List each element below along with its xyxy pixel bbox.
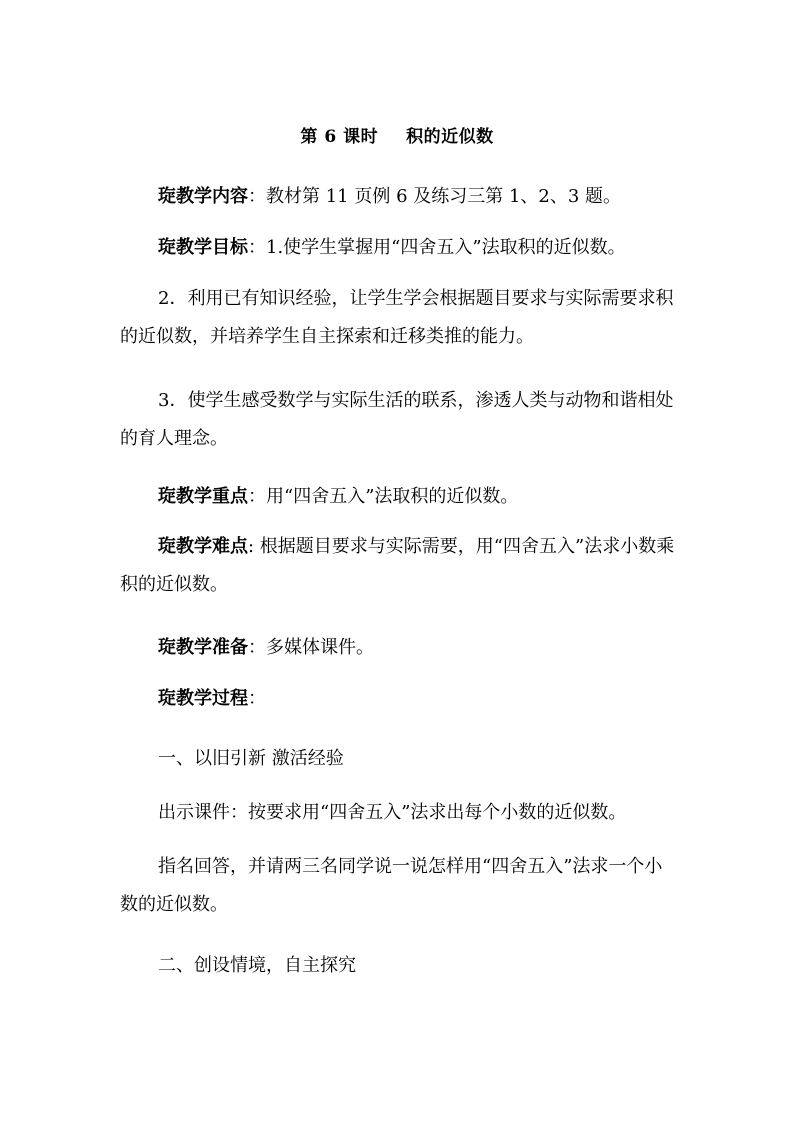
section-heading-1: 一、以旧引新 激活经验 (158, 748, 344, 769)
teaching-difficulty (120, 528, 676, 604)
teaching-difficulty-label: 琁教学难点 (158, 536, 248, 557)
teaching-content-label: 琁教学内容 (158, 186, 248, 207)
teaching-content (120, 178, 676, 216)
teaching-goal-3: 3．使学生感受数学与实际生活的联系，渗透人类与动物和谐相处的育人理念。 (120, 390, 674, 449)
teaching-process (120, 680, 676, 718)
teaching-preparation (120, 629, 676, 667)
lesson-title (0, 122, 794, 147)
section-heading-2: 二、创设情境，自主探究 (158, 955, 356, 976)
teaching-key-point-label: 琁教学重点 (158, 486, 248, 507)
teaching-process-label: 琁教学过程 (158, 688, 248, 709)
teaching-key-point-text: ：用“四舍五入”法取积的近似数。 (248, 486, 519, 507)
teaching-goal-1-text: ：1.使学生掌握用“四舍五入”法取积的近似数。 (248, 237, 626, 258)
teaching-preparation-text: ：多媒体课件。 (248, 637, 374, 658)
teaching-goal-1 (120, 229, 676, 267)
teaching-content-text: ：教材第 11 页例 6 及练习三第 1、2、3 题。 (248, 186, 622, 207)
lesson-topic: 积的近似数 (406, 127, 494, 147)
teaching-goal-label: 琁教学目标 (158, 237, 248, 258)
step-show-slides: 出示课件：按要求用“四舍五入”法求出每个小数的近似数。 (158, 802, 627, 823)
teaching-process-text: ： (248, 688, 266, 709)
teaching-difficulty-text: : 根据题目要求与实际需要，用“四舍五入”法求小数乘积的近似数。 (120, 536, 675, 595)
teaching-goal-2: 2．利用已有知识经验，让学生学会根据题目要求与实际需要求积的近似数，并培养学生自主探索和迁移类推的能力。 (120, 288, 674, 347)
lesson-number: 第 6 课时 (300, 127, 379, 147)
teaching-key-point (120, 478, 676, 516)
teaching-preparation-label: 琁教学准备 (158, 637, 248, 658)
step-answer: 指名回答，并请两三名同学说一说怎样用“四舍五入”法求一个小数的近似数。 (120, 856, 663, 915)
